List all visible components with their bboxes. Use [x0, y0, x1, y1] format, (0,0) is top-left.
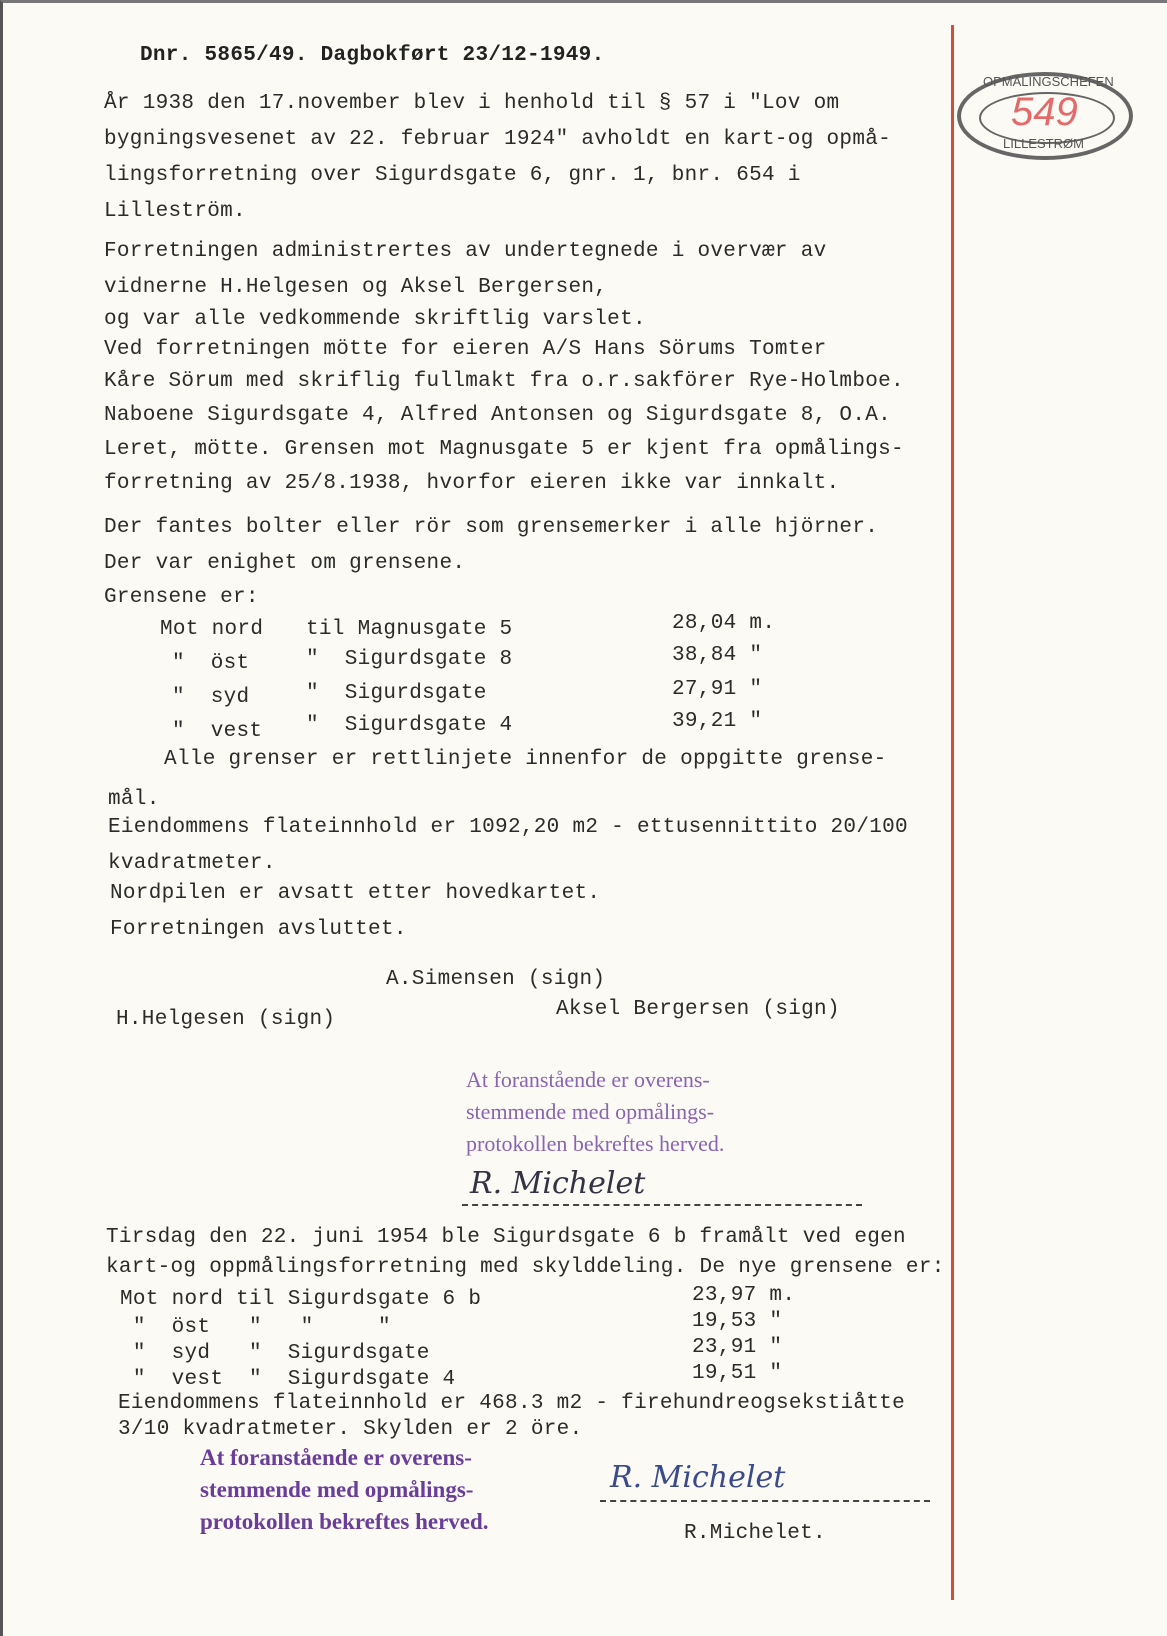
body-line: År 1938 den 17.november blev i henhold til § 57 i "Lov om — [104, 92, 840, 115]
body-line: Lilleström. — [104, 200, 246, 223]
boundary-direction: " vest — [172, 720, 263, 743]
boundary-length: 19,53 " — [692, 1310, 783, 1333]
signature-line-1 — [462, 1204, 862, 1206]
body-line: kvadratmeter. — [108, 852, 276, 875]
body-line: og var alle vedkommende skriftlig varslet. — [104, 308, 646, 331]
body-line: Kåre Sörum med skriflig fullmakt fra o.r.sakförer Rye-Holmboe. — [104, 370, 904, 393]
body-line: Forretningen avsluttet. — [110, 918, 407, 941]
boundary-direction: Mot nord — [160, 618, 264, 641]
boundary-row: " vest " Sigurdsgate 4 — [120, 1368, 456, 1391]
boundary-neighbor: " Sigurdsgate 4 — [306, 714, 513, 737]
boundary-neighbor: til Magnusgate 5 — [306, 618, 513, 641]
stamp-line: protokollen bekreftes herved. — [200, 1509, 489, 1534]
stamp-line: At foranstående er overens- — [200, 1445, 472, 1470]
handwritten-signature-2: R. Michelet — [610, 1460, 786, 1495]
boundary-row: " öst " " " — [120, 1316, 391, 1339]
certification-stamp-2 — [200, 1442, 489, 1538]
stamp-line: stemmende med opmålings- — [200, 1477, 474, 1502]
certification-stamp-1 — [466, 1064, 724, 1160]
body-line: Nordpilen er avsatt etter hovedkartet. — [110, 882, 601, 905]
seal-number: 549 — [1011, 90, 1078, 134]
boundary-row: " syd " Sigurdsgate — [120, 1342, 430, 1365]
boundary-direction: " öst — [172, 652, 250, 675]
margin-line — [951, 25, 954, 1600]
boundary-neighbor: " Sigurdsgate — [306, 682, 487, 705]
boundary-length: 27,91 " — [672, 678, 763, 701]
body-line: kart-og oppmålingsforretning med skylddeling. De nye grensene er: — [106, 1256, 945, 1279]
signature-helgesen: H.Helgesen (sign) — [116, 1008, 336, 1031]
stamp-line: stemmende med opmålings- — [466, 1099, 715, 1124]
document-header: Dnr. 5865/49. Dagbokført 23/12-1949. — [140, 44, 605, 67]
body-line: Forretningen administrertes av undertegnede i overvær av — [104, 240, 827, 263]
body-line: Naboene Sigurdsgate 4, Alfred Antonsen og Sigurdsgate 8, O.A. — [104, 404, 892, 427]
body-line: Grensene er: — [104, 586, 259, 609]
boundary-length: 19,51 " — [692, 1362, 783, 1385]
boundary-length: 23,97 m. — [692, 1284, 796, 1307]
typed-signatory-name: R.Michelet. — [684, 1522, 826, 1545]
signature-bergersen: Aksel Bergersen (sign) — [556, 998, 840, 1021]
boundary-direction: " syd — [172, 686, 250, 709]
body-line: Der fantes bolter eller rör som grensemerker i alle hjörner. — [104, 516, 879, 539]
body-line: Eiendommens flateinnhold er 1092,20 m2 - ettusennittito 20/100 — [108, 816, 908, 839]
stamp-line: protokollen bekreftes herved. — [466, 1131, 725, 1156]
body-line: Alle grenser er rettlinjete innenfor de oppgitte grense- — [164, 748, 887, 771]
body-line: mål. — [108, 788, 160, 811]
boundary-length: 38,84 " — [672, 644, 763, 667]
boundary-length: 39,21 " — [672, 710, 763, 733]
seal-top-text: OPMÅLINGSCHEFEN — [983, 74, 1114, 89]
body-line: Tirsdag den 22. juni 1954 ble Sigurdsgate 6 b framålt ved egen — [106, 1226, 906, 1249]
signature-line-2 — [600, 1500, 930, 1502]
body-line: bygningsvesenet av 22. februar 1924" avholdt en kart-og opmå- — [104, 128, 892, 151]
signature-simensen: A.Simensen (sign) — [386, 968, 606, 991]
body-line: 3/10 kvadratmeter. Skylden er 2 öre. — [118, 1418, 583, 1441]
body-line: Der var enighet om grensene. — [104, 552, 466, 575]
boundary-length: 23,91 " — [692, 1336, 783, 1359]
stamp-line: At foranstående er overens- — [466, 1067, 710, 1092]
boundary-neighbor: " Sigurdsgate 8 — [306, 648, 513, 671]
body-line: vidnerne H.Helgesen og Aksel Bergersen, — [104, 276, 608, 299]
body-line: Ved forretningen mötte for eieren A/S Hans Sörums Tomter — [104, 338, 827, 361]
boundary-row: Mot nord til Sigurdsgate 6 b — [120, 1288, 482, 1311]
seal-stamp — [957, 72, 1133, 160]
body-line: forretning av 25/8.1938, hvorfor eieren ikke var innkalt. — [104, 472, 840, 495]
seal-bottom-text: LILLESTRØM — [1003, 136, 1084, 151]
handwritten-signature-1: R. Michelet — [470, 1166, 646, 1201]
body-line: Leret, mötte. Grensen mot Magnusgate 5 er kjent fra opmålings- — [104, 438, 904, 461]
body-line: lingsforretning over Sigurdsgate 6, gnr. 1, bnr. 654 i — [104, 164, 801, 187]
body-line: Eiendommens flateinnhold er 468.3 m2 - firehundreogsekstiåtte — [118, 1392, 906, 1415]
boundary-length: 28,04 m. — [672, 612, 776, 635]
